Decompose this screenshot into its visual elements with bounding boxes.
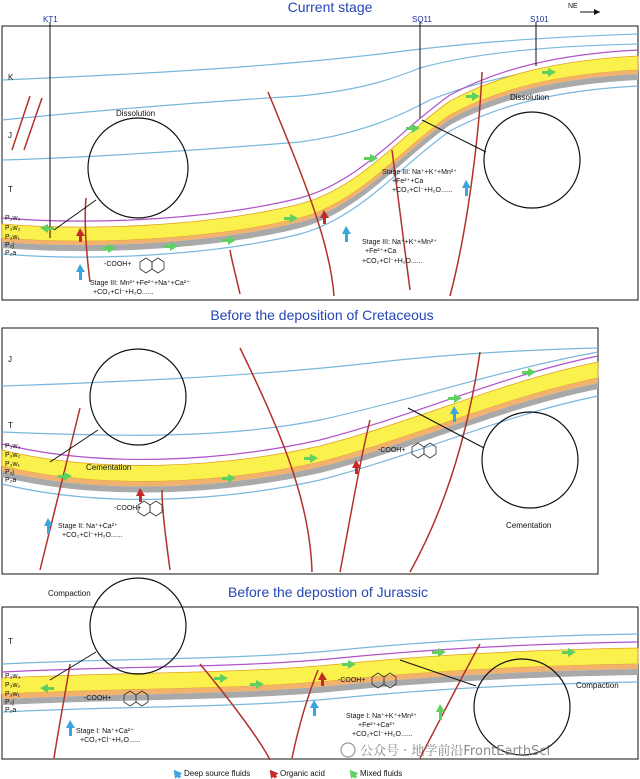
panel-current-frame [2, 26, 638, 300]
process-cementation-right: Cementation [506, 521, 552, 530]
equation-jurassic-right-2: +Fe²⁺+Ca²⁺ [358, 722, 396, 729]
layer-j: J [8, 131, 12, 140]
process-cementation-left: Cementation [86, 463, 132, 472]
layer-p2j: P₂j [5, 242, 14, 249]
layer-p2j: P₂j [5, 699, 14, 706]
cooh-cretaceous-left: -COOH+ [114, 505, 142, 512]
layer-p2a: P₂a [5, 477, 17, 484]
well-sq11: SQ11 [412, 15, 432, 24]
well-s101: S101 [530, 15, 549, 24]
equation-current-right-2: +Fe²⁺+Ca [392, 178, 424, 185]
layer-p2j: P₂j [5, 469, 14, 476]
process-compaction-left: Compaction [48, 589, 91, 598]
layer-p3w1: P₃w₁ [5, 234, 20, 241]
layer-t: T [8, 185, 13, 194]
equation-current-left-1: Stage III: Mn²⁺+Fe²⁺+Na⁺+Ca²⁺ [90, 280, 190, 287]
layer-p3w2: P₃w₂ [5, 682, 21, 689]
legend-organic-acid: Organic acid [280, 769, 325, 778]
process-compaction-right: Compaction [576, 681, 619, 690]
organic-acid-arrow-icon [266, 767, 279, 779]
cooh-jurassic-right: -COOH+ [338, 677, 366, 684]
layer-p2a: P₂a [5, 707, 17, 714]
equation-jurassic-left-1: Stage I: Na⁺+Ca²⁺ [76, 728, 134, 735]
mixed-fluid-arrow-icon [346, 767, 359, 779]
equation-current-right-1: Stage III: Na⁺+K⁺+Mn²⁺ [382, 169, 457, 176]
cooh-cretaceous-right: -COOH+ [378, 447, 406, 454]
equation-current-mid-2: +Fe²⁺+Ca [365, 248, 397, 255]
cooh-jurassic-left: -COOH+ [84, 695, 112, 702]
layer-p3w2: P₃w₂ [5, 452, 21, 459]
equation-current-left-2: +CO₂+Cl⁻+H₂O...... [93, 289, 154, 296]
watermark [341, 743, 550, 759]
equation-cretaceous-2: +CO₂+Cl⁻+H₂O...... [62, 532, 123, 539]
stage-title-jurassic: Before the depostion of Jurassic [227, 584, 429, 600]
layer-p3w1: P₃w₁ [5, 691, 20, 698]
layer-p3w3: P₃w₃ [5, 215, 21, 222]
equation-current-mid-3: +CO₂+Cl⁻+H₂O...... [362, 258, 423, 265]
layer-p2a: P₂a [5, 250, 17, 257]
layer-t: T [8, 637, 13, 646]
legend [170, 767, 402, 779]
equation-cretaceous-1: Stage II: Na⁺+Ca²⁺ [58, 523, 118, 530]
process-dissolution-left: Dissolution [116, 109, 156, 118]
equation-jurassic-right-1: Stage I: Na⁺+K⁺+Mn²⁺ [346, 713, 418, 720]
process-dissolution-right: Dissolution [510, 93, 550, 102]
layer-k: K [8, 73, 14, 82]
stage-title-cretaceous: Before the deposition of Cretaceous [210, 307, 434, 323]
watermark-text: 公众号 · 地学前沿FrontEarthSci [360, 744, 551, 759]
cooh-current: -COOH+ [104, 261, 132, 268]
deep-fluid-arrow-icon [170, 767, 183, 779]
orientation-label: NE [568, 3, 578, 10]
layer-p3w1: P₃w₁ [5, 461, 20, 468]
equation-jurassic-right-3: +CO₂+Cl⁻+H₂O...... [352, 731, 413, 738]
well-kt1: KT1 [43, 15, 58, 24]
legend-mixed-fluids: Mixed fluids [360, 769, 403, 778]
layer-t: T [8, 421, 13, 430]
stage-title-current: Current stage [287, 0, 373, 15]
layer-p3w3: P₃w₃ [5, 443, 21, 450]
equation-current-right-3: +CO₂+Cl⁻+H₂O...... [392, 187, 453, 194]
layer-p3w3: P₃w₃ [5, 673, 21, 680]
layer-p3w2: P₃w₂ [5, 225, 21, 232]
equation-jurassic-left-2: +CO₂+Cl⁻+H₂O...... [80, 737, 141, 744]
layer-j: J [8, 355, 12, 364]
equation-current-mid-1: Stage III: Na⁺+K⁺+Mn²⁺ [362, 239, 437, 246]
legend-deep-source-fluids: Deep source fluids [184, 769, 251, 778]
north-east-indicator [568, 3, 600, 15]
